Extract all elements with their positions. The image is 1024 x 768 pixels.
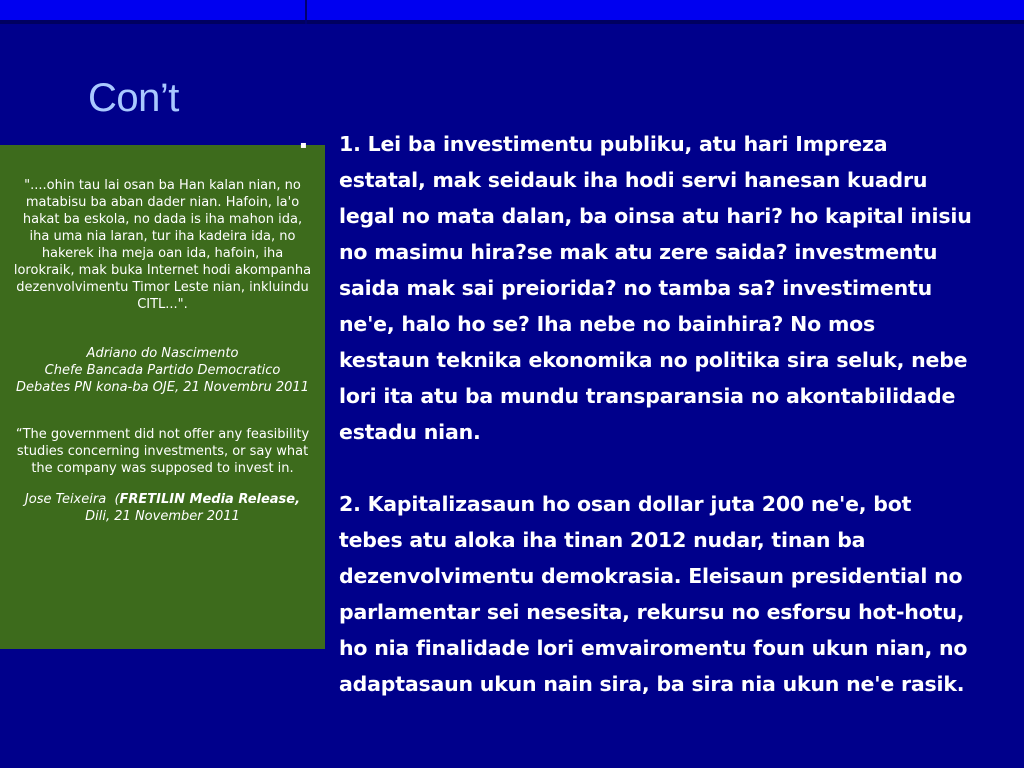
paragraph-2: 2. Kapitalizasaun ho osan dollar juta 200 ne'e, bot tebes atu aloka iha tinan 2012 nudar, tinan ba dezenvolvimentu demokrasia. Eleisaun presidential no parlamentar sei nesesita, rekursu no esforsu hot-hotu, ho nia finalidade lori emvairomentu foun ukun nian, no adaptasaun ukun nain sira, ba sira nia ukun ne'e rasik. [339,492,968,696]
top-accent-notch [305,0,307,24]
attribution-2 [12,491,313,525]
attribution-2-source: FRETILIN Media Release, [119,492,301,507]
attribution-source: Debates PN kona-ba OJE, 21 Novembru 2011 [16,380,309,395]
attribution-role: Chefe Bancada Partido Democratico [44,363,281,378]
top-accent-bar [0,0,1024,20]
top-accent-shadow [0,20,1024,24]
quote-sidebar [0,145,325,649]
attribution-2-open: ( [114,492,120,507]
main-content [300,126,1000,702]
quote-tetum: "....ohin tau lai osan ba Han kalan nian, no matabisu ba aban dader nian. Hafoin, la'o hakat ba eskola, no dada is iha mahon ida, iha uma nia laran, tur iha kadeira ida, no hakerek iha meja oan ida, hafoin, iha lorokraik, mak buka Internet hodi akompanha dezenvolvimentu Timor Leste nian, inkluindu CITL...". [13,178,312,312]
attribution-2-name: Jose Teixeira [24,492,107,507]
attribution-2-date: Dili, 21 November 2011 [85,509,240,524]
slide-title: Con’t [88,76,179,120]
square-bullet-icon: ▪ [300,140,307,151]
quote-english: “The government did not offer any feasibility studies concerning investments, or say what the company was supposed to invest in. [15,427,310,476]
attribution-name: Adriano do Nascimento [86,346,239,361]
paragraph-1: 1. Lei ba investimentu publiku, atu hari Impreza estatal, mak seidauk iha hodi servi hanesan kuadru legal no mata dalan, ba oinsa atu hari? ho kapital inisiu no masimu hira?se mak atu zere saida? investmentu saida mak sai preiorida? no tamba sa? investimentu ne'e, halo ho se? Iha nebe no bainhira? No mos kestaun teknika ekonomika no politika sira seluk, nebe lori ita atu ba mundu transparansia no akontabilidade estadu nian. [339,132,972,444]
